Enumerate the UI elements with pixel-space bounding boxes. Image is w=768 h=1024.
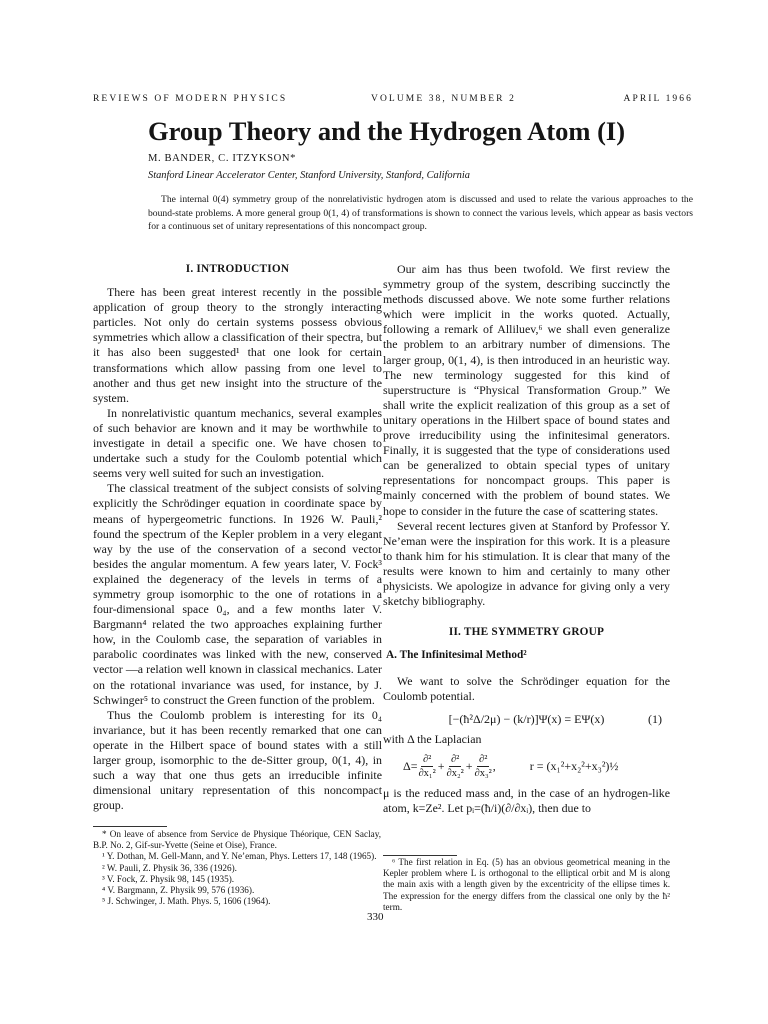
intro-paragraph-2: In nonrelativistic quantum mechanics, several examples of such behavior are known and it may be worthwhile to investigate in detail a specific one. We have chosen to undertake such a study for the Coulomb potential which seems very well suited for such an investigation. [93, 405, 382, 481]
plus-sign: + [437, 758, 445, 773]
intro-paragraph-6: Several recent lectures given at Stanford by Professor Y. Ne’eman were the inspiration for this work. It is a pleasure to thank him for his stimulation. It is clear that many of the results were known to him and certainly to many other physicists. We apologize in advance for giving only a very sketchy bibliography. [383, 518, 670, 609]
comma: , [492, 758, 496, 773]
laplacian-denominator-2: ∂x₂² [446, 767, 464, 779]
intro-paragraph-5: Our aim has thus been twofold. We first review the symmetry group of the system, describing succinctly the methods discussed above. We note some further relations which were implicit in the works quoted. Actually, following a remark of Alliluev,⁶ we shall even generalize the problem to an arbitrary number of dimensions. The larger group, 0(1, 4), is then introduced in an heuristic way. The new terminology suggested for this kind of superstructure is “Physical Transformation Group.” We shall write the explicit realization of this group as a set of unitary operations in the Hilbert space of bound states and prove irreducibility using the infinitesimal generators. Finally, it is suggested that the type of considerations used can be generalized to obtain special types of unitary representations for noncompact groups. This paper is mainly concerned with the problem of bound states. We hope to consider in the future the case of scattering states. [383, 262, 670, 518]
intro-paragraph-4: Thus the Coulomb problem is interesting for its 0₄ invariance, but it has been recently remarked that one can operate in the Hilbert space of bound states with a still larger group, isomorphic to the de-Sitter group, 0(1, 4), in such a way that one thus gets an irreducible infinite dimensional unitary representation of this noncompact group. [93, 707, 382, 813]
footnote-5: ⁵ J. Schwinger, J. Math. Phys. 5, 1606 (1964). [102, 896, 271, 907]
left-column [93, 262, 382, 813]
authors: M. BANDER, C. ITZYKSON* [148, 153, 296, 164]
footnote-2: ² W. Pauli, Z. Physik 36, 336 (1926). [102, 862, 237, 873]
footnote-6: ⁶ The first relation in Eq. (5) has an obvious geometrical meaning in the Kepler problem where L is orthogonal to the elliptical orbit and M is along the main axis with a length given by the excentricity of the ellipse times k. The expression for the energy differs from the classical one only by the ħ² term. [383, 857, 670, 912]
footnote-1: ¹ Y. Dothan, M. Gell-Mann, and Y. Ne’eman, Phys. Letters 17, 148 (1965). [102, 851, 377, 862]
laplacian-numerator-2: ∂² [450, 753, 460, 765]
page-number: 330 [367, 911, 384, 923]
radius-definition: r = (x₁²+x₂²+x₃²)½ [529, 758, 619, 773]
footnote-3: ³ V. Fock, Z. Physik 98, 145 (1935). [102, 873, 235, 884]
journal-name: REVIEWS OF MODERN PHYSICS [93, 94, 288, 104]
section-heading-introduction: I. INTRODUCTION [185, 263, 290, 275]
laplacian-intro: with Δ the Laplacian [383, 731, 482, 746]
volume-number: VOLUME 38, NUMBER 2 [371, 94, 516, 104]
equation-number: (1) [648, 711, 662, 726]
issue-date: APRIL 1966 [623, 94, 693, 104]
footnote-rule-right [383, 855, 457, 856]
plus-sign: + [465, 758, 473, 773]
footnote-rule-left [93, 826, 167, 827]
equation-1 [383, 712, 670, 727]
laplacian-numerator-1: ∂² [422, 753, 432, 765]
laplacian-denominator-3: ∂x₃² [474, 767, 492, 779]
footnote-affiliation: * On leave of absence from Service de Physique Théorique, CEN Saclay, B.P. No. 2, Gif-sur-Yvette (Seine et Oise), France. [93, 829, 381, 851]
laplacian-term-2 [447, 753, 464, 780]
laplacian-term-3 [475, 753, 492, 780]
laplacian-numerator-3: ∂² [479, 753, 488, 765]
paper-title: Group Theory and the Hydrogen Atom (I) [148, 116, 626, 146]
running-header [93, 94, 693, 108]
laplacian-term-1 [418, 753, 435, 780]
laplacian-lhs: Δ= [403, 758, 418, 773]
subsection-heading-infinitesimal-method: A. The Infinitesimal Method² [386, 649, 527, 662]
right-column [383, 262, 670, 816]
laplacian-denominator-1: ∂x₁² [418, 767, 436, 779]
intro-paragraph-1: There has been great interest recently in the possible application of group theory to the strongly interacting particles. Not only do certain systems possess obvious symmetries which allow a classification of their spectra, but it has also been suggested¹ that one look for certain transformations which allow passing from one level to another and thus get new insight into the structure of the system. [93, 285, 382, 405]
section-heading-symmetry-group: II. THE SYMMETRY GROUP [448, 626, 605, 639]
footnotes-left [93, 829, 381, 907]
affiliation: Stanford Linear Accelerator Center, Stanford University, Stanford, California [148, 170, 470, 181]
symmetry-paragraph-1: We want to solve the Schrödinger equation for the Coulomb potential. [383, 674, 670, 704]
symmetry-paragraph-2: μ is the reduced mass and, in the case of an hydrogen-like atom, k=Ze². Let pᵢ=(ħ/i)(∂/∂xᵢ), then due to [383, 785, 670, 815]
abstract: The internal 0(4) symmetry group of the nonrelativistic hydrogen atom is discussed and used to relate the various approaches to the bound-state problems. A more general group 0(1, 4) of transformations is shown to connect the various levels, which appear as basis vectors for a continuous set of unitary representations of this noncompact group. [148, 194, 693, 233]
section-spacer [383, 609, 670, 625]
intro-paragraph-3: The classical treatment of the subject consists of solving explicitly the Schrödinger equation in coordinate space by means of hypergeometric functions. In 1926 W. Pauli,² found the spectrum of the Kepler problem in a very elegant way by the use of the conservation of a second vector besides the angular momentum. A few years later, V. Fock³ explained the degeneracy of the levels in terms of a symmetry group isomorphic to the one of rotations in a four-dimensional space 0₄, and a few months later V. Bargmann⁴ related the two approaches explaining further how, in the Coulomb case, the separation of variables in parabolic coordinates was linked with the new, conserved vector —a relation well known in classical mechanics. Later on the rotational invariance was used, for instance, by J. Schwinger⁵ to construct the Green function of the problem. [93, 481, 382, 707]
laplacian-equation [403, 753, 670, 780]
schrodinger-equation: [−(ħ²Δ/2μ) − (k/r)]Ψ(x) = EΨ(x) [448, 711, 605, 726]
footnote-4: ⁴ V. Bargmann, Z. Physik 99, 576 (1936). [102, 885, 255, 896]
